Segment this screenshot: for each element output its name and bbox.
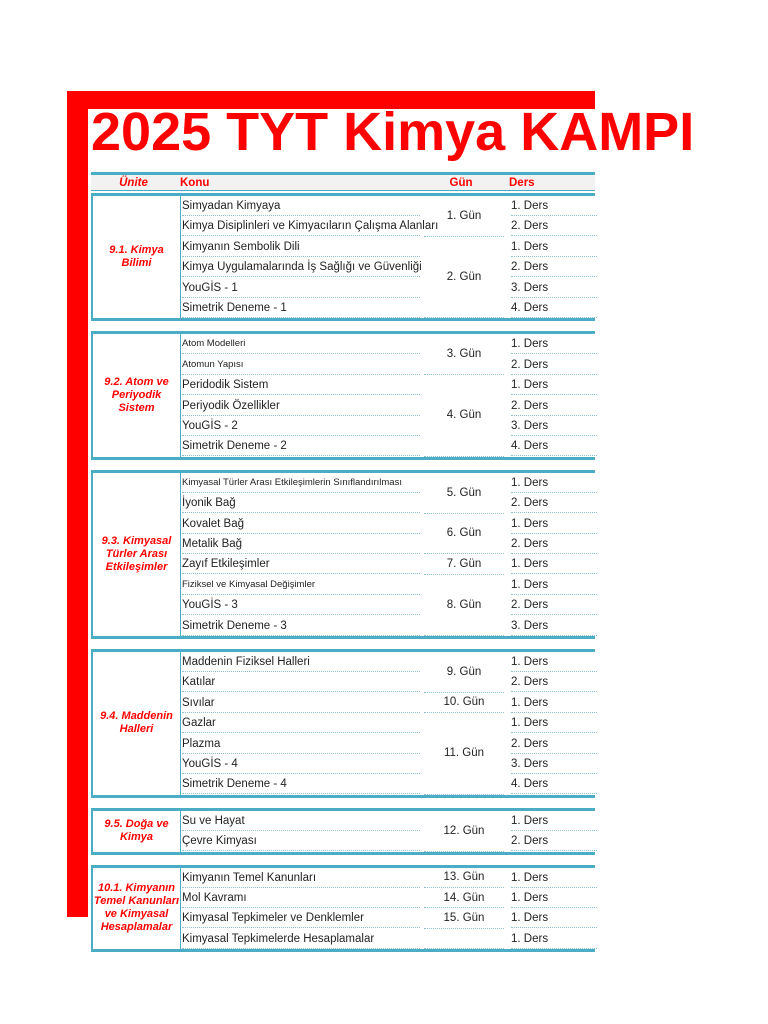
day-cell: 2. Gün xyxy=(424,237,504,319)
left-red-band xyxy=(67,91,88,917)
lesson-cell: 1. Ders xyxy=(511,554,597,574)
topic-cell: Simyadan Kimyaya xyxy=(182,196,420,216)
topic-cell: Fiziksel ve Kimyasal Değişimler xyxy=(182,575,420,595)
topic-cell: Simetrik Deneme - 3 xyxy=(182,616,420,636)
day-cell xyxy=(424,929,504,949)
lesson-cell: 1. Ders xyxy=(511,811,597,831)
topic-cell: Simetrik Deneme - 1 xyxy=(182,298,420,318)
topic-cell: Kimyanın Sembolik Dili xyxy=(182,237,420,257)
column-divider xyxy=(180,473,181,636)
topic-cell: Sıvılar xyxy=(182,693,420,713)
lesson-cell: 1. Ders xyxy=(511,713,597,733)
topic-cell: YouGİS - 4 xyxy=(182,754,420,774)
topic-cell: Kimyasal Tepkimelerde Hesaplamalar xyxy=(182,929,420,949)
schedule-sheet xyxy=(67,91,695,945)
lesson-cell: 1. Ders xyxy=(511,868,597,888)
column-divider xyxy=(180,652,181,795)
topic-cell: YouGİS - 3 xyxy=(182,595,420,615)
lesson-cell: 1. Ders xyxy=(511,908,597,928)
column-divider xyxy=(180,811,181,852)
topic-cell: Maddenin Fiziksel Halleri xyxy=(182,652,420,672)
lesson-cell: 1. Ders xyxy=(511,514,597,534)
day-cell: 9. Gün xyxy=(424,652,504,693)
lesson-cell: 4. Ders xyxy=(511,298,597,318)
lesson-cell: 2. Ders xyxy=(511,831,597,851)
column-divider xyxy=(180,868,181,950)
day-cell: 14. Gün xyxy=(424,888,504,908)
day-cell: 15. Gün xyxy=(424,908,504,928)
lesson-cell: 2. Ders xyxy=(511,355,597,375)
topic-cell: Plazma xyxy=(182,734,420,754)
day-cell: 11. Gün xyxy=(424,713,504,795)
topic-cell: Kovalet Bağ xyxy=(182,514,420,534)
lesson-cell: 4. Ders xyxy=(511,436,597,456)
unite-label: 9.1. Kimya Bilimi xyxy=(109,244,164,270)
lesson-cell: 1. Ders xyxy=(511,196,597,216)
lesson-cell: 1. Ders xyxy=(511,334,597,354)
unite-section xyxy=(91,193,595,321)
lesson-cell: 1. Ders xyxy=(511,693,597,713)
day-cell: 3. Gün xyxy=(424,334,504,375)
unite-label: 9.2. Atom ve Periyodik Sistem xyxy=(104,376,169,415)
topic-cell: Kimyasal Türler Arası Etkileşimlerin Sınıflandırılması xyxy=(182,473,420,493)
column-divider xyxy=(180,196,181,318)
lesson-cell: 2. Ders xyxy=(511,734,597,754)
topic-cell: Çevre Kimyası xyxy=(182,831,420,851)
lesson-cell: 2. Ders xyxy=(511,257,597,277)
lesson-cell: 2. Ders xyxy=(511,595,597,615)
topic-cell: Su ve Hayat xyxy=(182,811,420,831)
unite-label: 10.1. Kimyanın Temel Kanunları ve Kimyasal Hesaplamalar xyxy=(93,882,180,934)
lesson-cell: 2. Ders xyxy=(511,396,597,416)
lesson-cell: 4. Ders xyxy=(511,774,597,794)
topic-cell: YouGİS - 2 xyxy=(182,416,420,436)
lesson-cell: 3. Ders xyxy=(511,754,597,774)
topic-cell: Gazlar xyxy=(182,713,420,733)
topic-cell: Simetrik Deneme - 2 xyxy=(182,436,420,456)
day-cell: 1. Gün xyxy=(424,196,504,237)
lesson-cell: 1. Ders xyxy=(511,575,597,595)
topic-cell: Katılar xyxy=(182,672,420,692)
topic-cell: Peridodik Sistem xyxy=(182,375,420,395)
topic-cell: Simetrik Deneme - 4 xyxy=(182,774,420,794)
day-cell: 13. Gün xyxy=(424,868,504,888)
unite-section xyxy=(91,331,595,459)
unite-section xyxy=(91,865,595,953)
topic-cell: Kimya Uygulamalarında İş Sağlığı ve Güvenliği xyxy=(182,257,420,277)
unite-section xyxy=(91,470,595,639)
day-cell: 6. Gün xyxy=(424,514,504,555)
lesson-cell: 2. Ders xyxy=(511,493,597,513)
column-divider xyxy=(180,334,181,456)
lesson-cell: 3. Ders xyxy=(511,616,597,636)
lesson-cell: 3. Ders xyxy=(511,416,597,436)
topic-cell: Kimyasal Tepkimeler ve Denklemler xyxy=(182,908,420,928)
lesson-cell: 1. Ders xyxy=(511,929,597,949)
day-cell: 10. Gün xyxy=(424,693,504,713)
lesson-cell: 1. Ders xyxy=(511,375,597,395)
header-unite: Ünite xyxy=(119,177,148,189)
unite-label: 9.3. Kimyasal Türler Arası Etkileşimler xyxy=(101,534,172,573)
unite-label: 9.5. Doğa ve Kimya xyxy=(104,818,169,844)
day-cell: 8. Gün xyxy=(424,575,504,636)
unite-label: 9.4. Maddenin Halleri xyxy=(100,710,173,736)
unite-section xyxy=(91,649,595,798)
lesson-cell: 3. Ders xyxy=(511,278,597,298)
lesson-cell: 1. Ders xyxy=(511,237,597,257)
topic-cell: İyonik Bağ xyxy=(182,493,420,513)
topic-cell: Atomun Yapısı xyxy=(182,355,420,375)
day-cell: 12. Gün xyxy=(424,811,504,852)
topic-cell: Mol Kavramı xyxy=(182,888,420,908)
topic-cell: Periyodik Özellikler xyxy=(182,396,420,416)
unite-section xyxy=(91,808,595,855)
topic-cell: Metalik Bağ xyxy=(182,534,420,554)
day-cell: 7. Gün xyxy=(424,554,504,574)
lesson-cell: 1. Ders xyxy=(511,652,597,672)
day-cell: 5. Gün xyxy=(424,473,504,514)
lesson-cell: 2. Ders xyxy=(511,534,597,554)
lesson-cell: 2. Ders xyxy=(511,672,597,692)
table-header xyxy=(91,172,595,191)
page-title: 2025 TYT Kimya KAMPI xyxy=(91,102,695,162)
header-gun: Gün xyxy=(449,177,473,189)
topic-cell: Atom Modelleri xyxy=(182,334,420,354)
header-ders: Ders xyxy=(509,177,535,189)
topic-cell: YouGİS - 1 xyxy=(182,278,420,298)
lesson-cell: 1. Ders xyxy=(511,473,597,493)
topic-cell: Zayıf Etkileşimler xyxy=(182,554,420,574)
lesson-cell: 2. Ders xyxy=(511,216,597,236)
header-konu: Konu xyxy=(180,177,210,189)
topic-cell: Kimyanın Temel Kanunları xyxy=(182,868,420,888)
day-cell: 4. Gün xyxy=(424,375,504,457)
topic-cell: Kimya Disiplinleri ve Kimyacıların Çalışma Alanları xyxy=(182,216,420,236)
lesson-cell: 1. Ders xyxy=(511,888,597,908)
